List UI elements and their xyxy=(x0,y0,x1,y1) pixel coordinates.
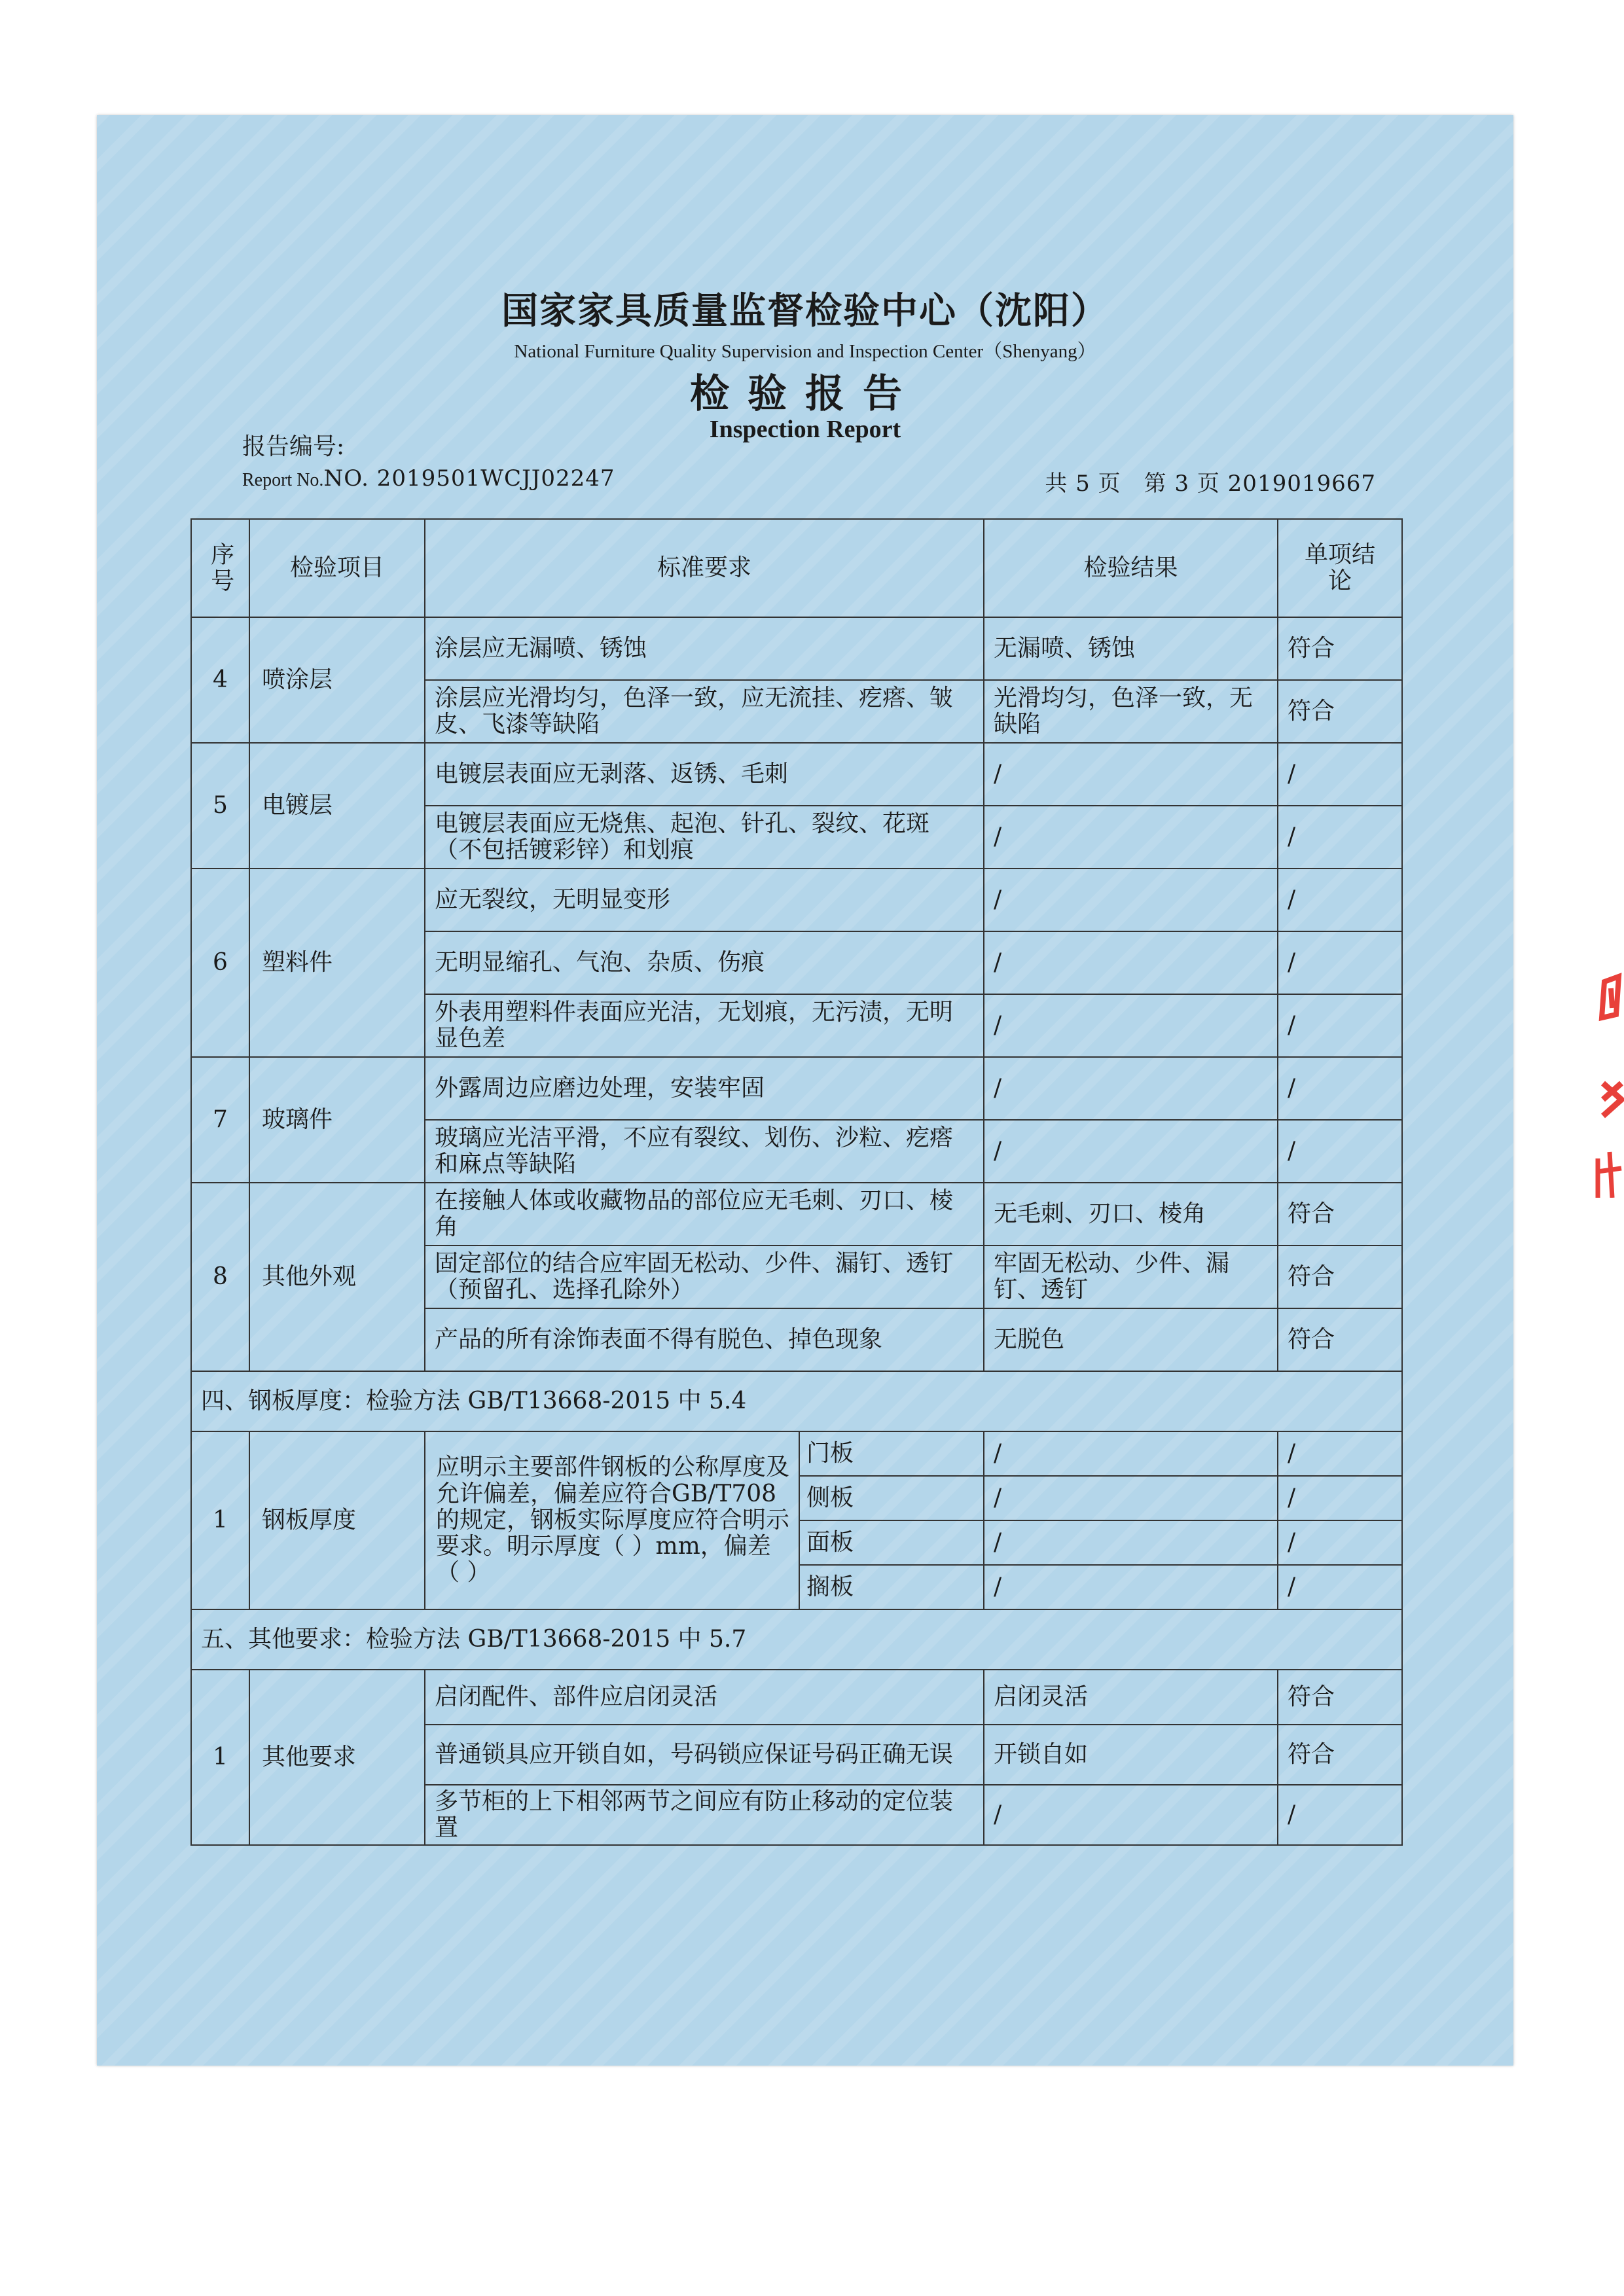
table-row xyxy=(191,1431,1402,1476)
conclusion-cell: / xyxy=(1278,743,1402,806)
result-cell: / xyxy=(984,1431,1278,1476)
item-cell: 喷涂层 xyxy=(249,617,425,743)
report-title-en: Inspection Report xyxy=(709,416,901,443)
seq-cell: 7 xyxy=(191,1057,249,1183)
item-cell: 其他要求 xyxy=(249,1670,425,1845)
standard-cell: 涂层应光滑均匀，色泽一致，应无流挂、疙瘩、皱皮、飞漆等缺陷 xyxy=(425,680,984,743)
seq-cell: 8 xyxy=(191,1183,249,1371)
table-row xyxy=(191,743,1402,806)
result-cell: / xyxy=(984,1785,1278,1845)
seq-cell: 6 xyxy=(191,869,249,1057)
result-cell: / xyxy=(984,806,1278,869)
section-title: 五、其他要求：检验方法 GB/T13668-2015 中 5.7 xyxy=(191,1609,1402,1670)
conclusion-cell: 符合 xyxy=(1278,617,1402,680)
conclusion-cell: / xyxy=(1278,806,1402,869)
seal-stroke xyxy=(1603,1083,1621,1116)
part-cell: 门板 xyxy=(799,1431,984,1476)
standard-cell: 外露周边应磨边处理，安装牢固 xyxy=(425,1057,984,1120)
seal-stroke xyxy=(1602,977,1619,1018)
standard-cell: 启闭配件、部件应启闭灵活 xyxy=(425,1670,984,1725)
header-conclusion: 单项结论 xyxy=(1278,519,1402,617)
header-result: 检验结果 xyxy=(984,519,1278,617)
conclusion-cell: 符合 xyxy=(1278,1183,1402,1246)
standard-cell: 玻璃应光洁平滑，不应有裂纹、划伤、沙粒、疙瘩和麻点等缺陷 xyxy=(425,1120,984,1183)
standard-cell: 电镀层表面应无烧焦、起泡、针孔、裂纹、花斑（不包括镀彩锌）和划痕 xyxy=(425,806,984,869)
conclusion-cell: 符合 xyxy=(1278,1725,1402,1785)
part-cell: 面板 xyxy=(799,1520,984,1565)
standard-cell: 无明显缩孔、气泡、杂质、伤痕 xyxy=(425,931,984,994)
conclusion-cell: / xyxy=(1278,1520,1402,1565)
conclusion-cell: 符合 xyxy=(1278,680,1402,743)
result-cell: 无漏喷、锈蚀 xyxy=(984,617,1278,680)
conclusion-cell: / xyxy=(1278,1565,1402,1609)
conclusion-cell: / xyxy=(1278,1785,1402,1845)
result-cell: 开锁自如 xyxy=(984,1725,1278,1785)
seal-stroke xyxy=(1598,1152,1621,1198)
conclusion-cell: / xyxy=(1278,1057,1402,1120)
table-row xyxy=(191,1183,1402,1246)
item-cell: 其他外观 xyxy=(249,1183,425,1371)
section-row xyxy=(191,1609,1402,1670)
result-cell: / xyxy=(984,1120,1278,1183)
section-row xyxy=(191,1371,1402,1431)
conclusion-cell: / xyxy=(1278,994,1402,1057)
standard-cell: 产品的所有涂饰表面不得有脱色、掉色现象 xyxy=(425,1308,984,1371)
table-row xyxy=(191,869,1402,931)
result-cell: 光滑均匀，色泽一致，无缺陷 xyxy=(984,680,1278,743)
result-cell: / xyxy=(984,1520,1278,1565)
result-cell: 启闭灵活 xyxy=(984,1670,1278,1725)
part-cell: 侧板 xyxy=(799,1476,984,1520)
result-cell: 无脱色 xyxy=(984,1308,1278,1371)
page-indicator: 共 5 页 第 3 页 2019019667 xyxy=(1045,471,1376,497)
result-cell: / xyxy=(984,869,1278,931)
standard-cell: 电镀层表面应无剥落、返锈、毛刺 xyxy=(425,743,984,806)
standard-cell: 多节柜的上下相邻两节之间应有防止移动的定位装置 xyxy=(425,1785,984,1845)
conclusion-cell: 符合 xyxy=(1278,1308,1402,1371)
header-item: 检验项目 xyxy=(249,519,425,617)
table-header-row xyxy=(191,519,1402,617)
item-cell: 电镀层 xyxy=(249,743,425,869)
standard-cell: 涂层应无漏喷、锈蚀 xyxy=(425,617,984,680)
report-number-label: 报告编号: xyxy=(242,433,345,460)
standard-cell: 应明示主要部件钢板的公称厚度及允许偏差，偏差应符合GB/T708 的规定，钢板实际厚度应符合明示要求。明示厚度（ ）mm，偏差（ ） xyxy=(425,1431,799,1609)
standard-cell: 在接触人体或收藏物品的部位应无毛刺、刃口、棱角 xyxy=(425,1183,984,1246)
standard-cell: 应无裂纹，无明显变形 xyxy=(425,869,984,931)
report-paper xyxy=(97,115,1513,2066)
report-number: NO. 2019501WCJJ02247 xyxy=(323,465,615,492)
result-cell: / xyxy=(984,1057,1278,1120)
seal-fragment xyxy=(1578,936,1624,1198)
conclusion-cell: 符合 xyxy=(1278,1246,1402,1308)
table-row xyxy=(191,1057,1402,1120)
seq-cell: 5 xyxy=(191,743,249,869)
conclusion-cell: 符合 xyxy=(1278,1670,1402,1725)
result-cell: 牢固无松动、少件、漏钉、透钉 xyxy=(984,1246,1278,1308)
result-cell: / xyxy=(984,1476,1278,1520)
conclusion-cell: / xyxy=(1278,1476,1402,1520)
header-standard: 标准要求 xyxy=(425,519,984,617)
seq-cell: 4 xyxy=(191,617,249,743)
seq-cell: 1 xyxy=(191,1670,249,1845)
item-cell: 钢板厚度 xyxy=(249,1431,425,1609)
conclusion-cell: / xyxy=(1278,1120,1402,1183)
report-number-label-en: Report No. xyxy=(242,470,324,490)
header-seq: 序号 xyxy=(191,519,249,617)
result-cell: / xyxy=(984,931,1278,994)
item-cell: 塑料件 xyxy=(249,869,425,1057)
inspection-table xyxy=(190,518,1403,1846)
result-cell: / xyxy=(984,1565,1278,1609)
standard-cell: 固定部位的结合应牢固无松动、少件、漏钉、透钉（预留孔、选择孔除外） xyxy=(425,1246,984,1308)
center-name-en: National Furniture Quality Supervision and Inspection Center（Shenyang） xyxy=(514,341,1096,362)
result-cell: 无毛刺、刃口、棱角 xyxy=(984,1183,1278,1246)
result-cell: / xyxy=(984,994,1278,1057)
standard-cell: 外表用塑料件表面应光洁，无划痕，无污渍，无明显色差 xyxy=(425,994,984,1057)
part-cell: 搁板 xyxy=(799,1565,984,1609)
section-title: 四、钢板厚度：检验方法 GB/T13668-2015 中 5.4 xyxy=(191,1371,1402,1431)
center-name-cn: 国家家具质量监督检验中心（沈阳） xyxy=(501,290,1109,332)
standard-cell: 普通锁具应开锁自如，号码锁应保证号码正确无误 xyxy=(425,1725,984,1785)
conclusion-cell: / xyxy=(1278,869,1402,931)
conclusion-cell: / xyxy=(1278,931,1402,994)
seq-cell: 1 xyxy=(191,1431,249,1609)
report-title-cn: 检验报告 xyxy=(690,371,920,417)
table-row xyxy=(191,617,1402,680)
item-cell: 玻璃件 xyxy=(249,1057,425,1183)
report-number-line xyxy=(242,465,615,492)
result-cell: / xyxy=(984,743,1278,806)
table-row xyxy=(191,1670,1402,1725)
conclusion-cell: / xyxy=(1278,1431,1402,1476)
